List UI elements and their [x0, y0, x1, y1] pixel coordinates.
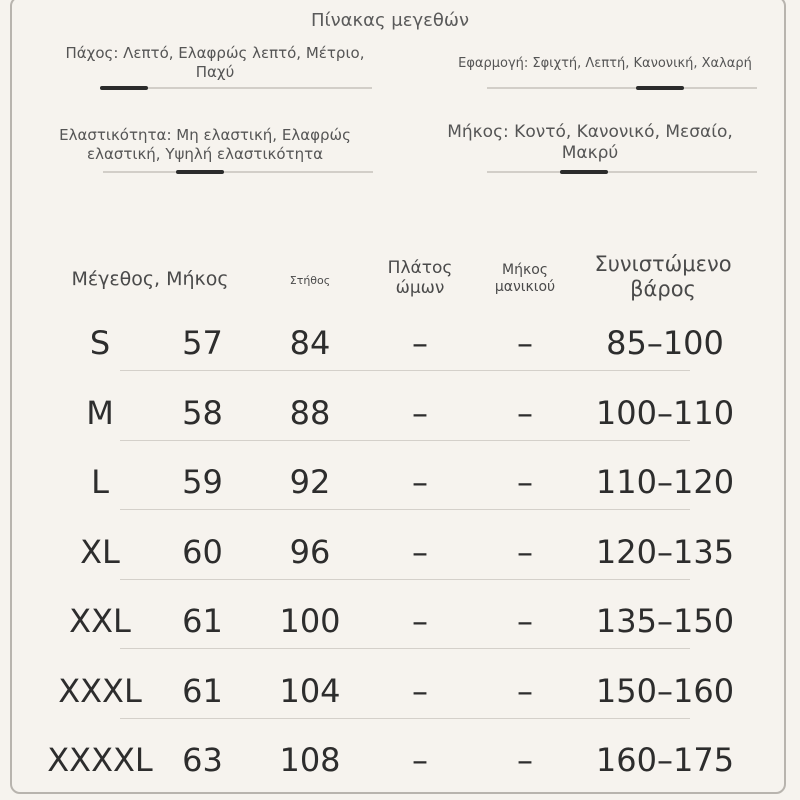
cell-sleeve: – [517, 741, 533, 779]
table-row [40, 730, 740, 790]
cell-chest: 84 [289, 324, 331, 362]
row-divider [120, 440, 690, 441]
cell-shoulder: – [412, 672, 428, 710]
cell-shoulder: – [412, 741, 428, 779]
cell-size: M [86, 394, 114, 432]
table-row [40, 383, 740, 443]
attr-length-label: Μήκος: Κοντό, Κανονικό, Μεσαίο, Μακρύ [447, 122, 733, 164]
cell-sleeve: – [517, 394, 533, 432]
row-divider [120, 579, 690, 580]
table-row [40, 661, 740, 721]
cell-length: 60 [182, 533, 223, 571]
attr-length [420, 122, 760, 165]
row-divider [120, 718, 690, 719]
attr-fit [430, 56, 780, 72]
header-chest: Στήθος [289, 274, 331, 287]
cell-size: S [89, 324, 111, 362]
cell-length: 63 [182, 741, 223, 779]
cell-size: L [91, 463, 109, 501]
cell-chest: 100 [279, 602, 341, 640]
attr-thickness [60, 44, 370, 82]
cell-sleeve: – [517, 463, 533, 501]
header-weight: Συνιστώμενο βάρος [594, 252, 732, 302]
scale-length-marker [560, 170, 608, 174]
header-size-length: Μέγεθος, Μήκος [71, 268, 229, 290]
row-divider [120, 509, 690, 510]
cell-chest: 92 [289, 463, 331, 501]
scale-fit [487, 87, 757, 89]
cell-weight: 135–150 [595, 602, 735, 640]
scale-elasticity [103, 171, 373, 173]
attr-thickness-label: Πάχος: Λεπτό, Ελαφρώς λεπτό, Μέτριο, Παχύ [65, 44, 365, 81]
cell-chest: 108 [279, 741, 341, 779]
cell-chest: 96 [289, 533, 331, 571]
cell-sleeve: – [517, 672, 533, 710]
cell-length: 61 [182, 602, 223, 640]
cell-weight: 110–120 [595, 463, 735, 501]
attr-elasticity-label: Ελαστικότητα: Μη ελαστική, Ελαφρώς ελαστική, Υψηλή ελαστικότητα [59, 126, 351, 163]
header-shoulder: Πλάτος ώμων [387, 258, 453, 299]
cell-weight: 120–135 [595, 533, 735, 571]
cell-weight: 150–160 [595, 672, 735, 710]
cell-length: 59 [182, 463, 223, 501]
table-row [40, 591, 740, 651]
cell-size: XXXXL [47, 741, 153, 779]
cell-size: XXL [69, 602, 131, 640]
cell-weight: 160–175 [595, 741, 735, 779]
cell-weight: 100–110 [595, 394, 735, 432]
cell-chest: 104 [279, 672, 341, 710]
scale-thickness-marker [100, 86, 148, 90]
cell-size: XXXL [58, 672, 142, 710]
cell-shoulder: – [412, 324, 428, 362]
cell-shoulder: – [412, 394, 428, 432]
row-divider [120, 648, 690, 649]
scale-elasticity-marker [176, 170, 224, 174]
cell-weight: 85–100 [606, 324, 724, 362]
attr-fit-label: Εφαρμογή: Σφιχτή, Λεπτή, Κανονική, Χαλαρή [458, 56, 752, 71]
table-row [40, 522, 740, 582]
table-row [40, 313, 740, 373]
cell-length: 61 [182, 672, 223, 710]
cell-sleeve: – [517, 602, 533, 640]
table-row [40, 452, 740, 512]
cell-size: XL [80, 533, 120, 571]
page-title: Πίνακας μεγεθών [310, 10, 469, 31]
scale-fit-marker [636, 86, 684, 90]
cell-length: 58 [182, 394, 223, 432]
cell-shoulder: – [412, 602, 428, 640]
cell-sleeve: – [517, 533, 533, 571]
header-sleeve: Μήκος μανικιού [494, 262, 556, 295]
cell-shoulder: – [412, 463, 428, 501]
cell-sleeve: – [517, 324, 533, 362]
cell-shoulder: – [412, 533, 428, 571]
scale-thickness [100, 87, 372, 89]
cell-chest: 88 [289, 394, 331, 432]
cell-length: 57 [182, 324, 223, 362]
attr-elasticity [40, 126, 370, 164]
scale-length [487, 171, 757, 173]
row-divider [120, 370, 690, 371]
